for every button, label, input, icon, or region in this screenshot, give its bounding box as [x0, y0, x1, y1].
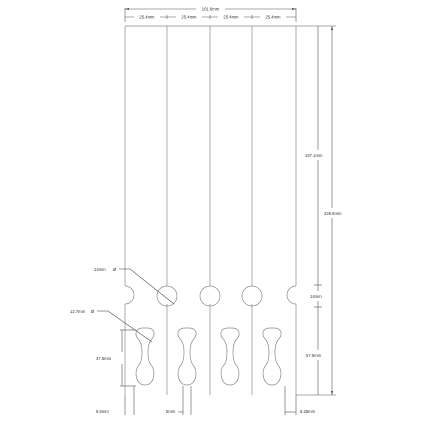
total-width-label: 101.6mm	[201, 6, 220, 12]
sheet-outline	[125, 26, 296, 395]
slot-1	[136, 328, 154, 385]
right-dimensions	[296, 26, 342, 395]
arrow-left	[125, 8, 129, 10]
slot-4	[263, 328, 281, 385]
column-width-label-1: 25.4mm	[139, 14, 155, 20]
hole-diameter-label: 14mm	[94, 267, 106, 272]
diameter-symbol-1: Ø	[113, 267, 117, 272]
leader-hole-b	[130, 269, 174, 304]
column-width-label-3: 25.4mm	[223, 14, 239, 20]
bottom-section-label: 57.5mm	[306, 353, 322, 358]
round-hole-3	[242, 286, 262, 306]
slot-length-label: 37.5mm	[96, 356, 112, 361]
total-height-label: 228.6mm	[324, 211, 342, 216]
bottom-dimensions	[96, 386, 316, 415]
hole-gap-label: 14mm	[310, 294, 322, 299]
left-margin-label: 8.5mm	[96, 409, 109, 414]
slot-width-label: 5mm	[166, 409, 176, 414]
top-section-label: 157.1mm	[305, 153, 323, 158]
slot-2	[178, 328, 196, 385]
arrow-bottom	[331, 391, 333, 395]
arrow-top	[331, 26, 333, 30]
right-half-hole	[287, 286, 296, 304]
left-callouts	[70, 267, 174, 386]
cut-lines	[167, 26, 252, 395]
diameter-symbol-2: Ø	[91, 309, 95, 314]
arrow-right	[292, 8, 296, 10]
round-hole-1	[157, 286, 177, 306]
right-margin-label: 6.35mm	[300, 409, 316, 414]
round-hole-2	[200, 286, 220, 306]
top-dimensions	[125, 7, 296, 23]
slots	[136, 328, 281, 385]
small-hole-label: 12.7mm	[70, 309, 86, 314]
column-width-label-4: 25.4mm	[265, 14, 281, 20]
left-half-hole	[125, 286, 134, 304]
slot-3	[221, 328, 239, 385]
column-width-label-2: 25.4mm	[181, 14, 197, 20]
leader-small-hole-b	[108, 311, 152, 342]
